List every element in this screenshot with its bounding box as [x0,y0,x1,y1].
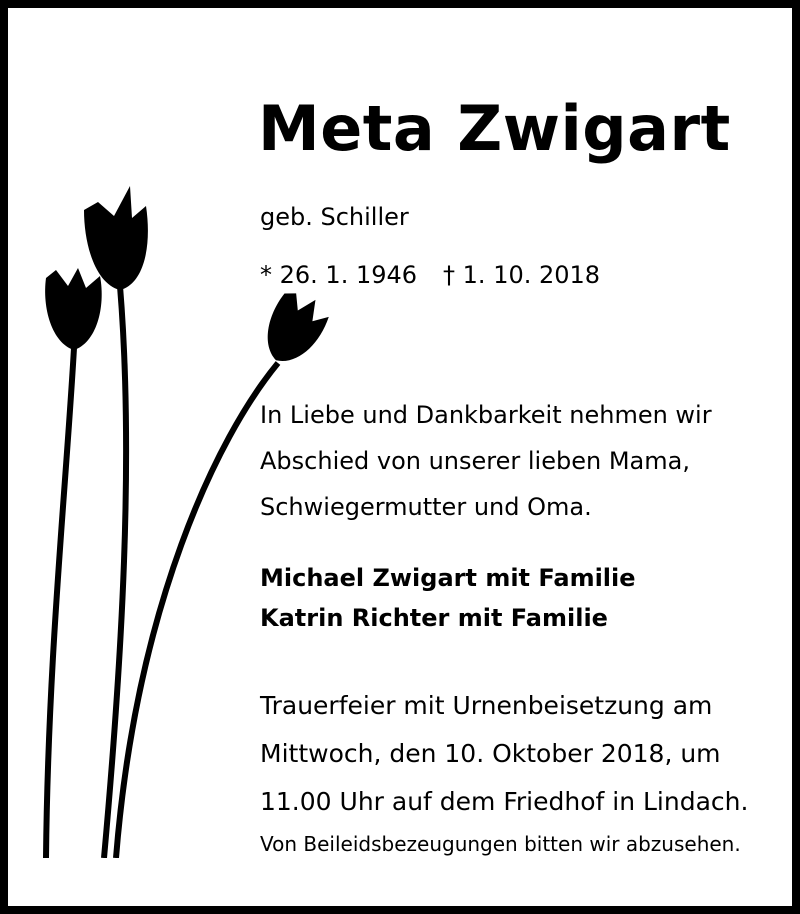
mourner-family: Katrin Richter mit Familie [260,604,608,632]
birth-date: * 26. 1. 1946 [260,261,418,289]
farewell-line: Schwiegermutter und Oma. [260,493,592,521]
ceremony-details [260,682,748,826]
stem-right [116,363,278,858]
mourners-list [260,558,636,638]
death-date: † 1. 10. 2018 [443,261,601,289]
farewell-text [260,392,712,530]
life-dates [260,252,600,298]
stem-left [46,348,74,858]
tulip-middle [84,186,148,290]
ceremony-line: Trauerfeier mit Urnenbeisetzung am [260,691,713,720]
maiden-name: geb. Schiller [260,203,409,231]
farewell-line: In Liebe und Dankbarkeit nehmen wir [260,401,712,429]
closing-note: Von Beileidsbezeugungen bitten wir abzusehen. [260,832,741,856]
farewell-line: Abschied von unserer lieben Mama, [260,447,690,475]
tulip-left [45,268,102,350]
deceased-name: Meta Zwigart [258,92,731,165]
mourner-family: Michael Zwigart mit Familie [260,564,636,592]
ceremony-line: Mittwoch, den 10. Oktober 2018, um [260,739,721,768]
ceremony-line: 11.00 Uhr auf dem Friedhof in Lindach. [260,787,749,816]
